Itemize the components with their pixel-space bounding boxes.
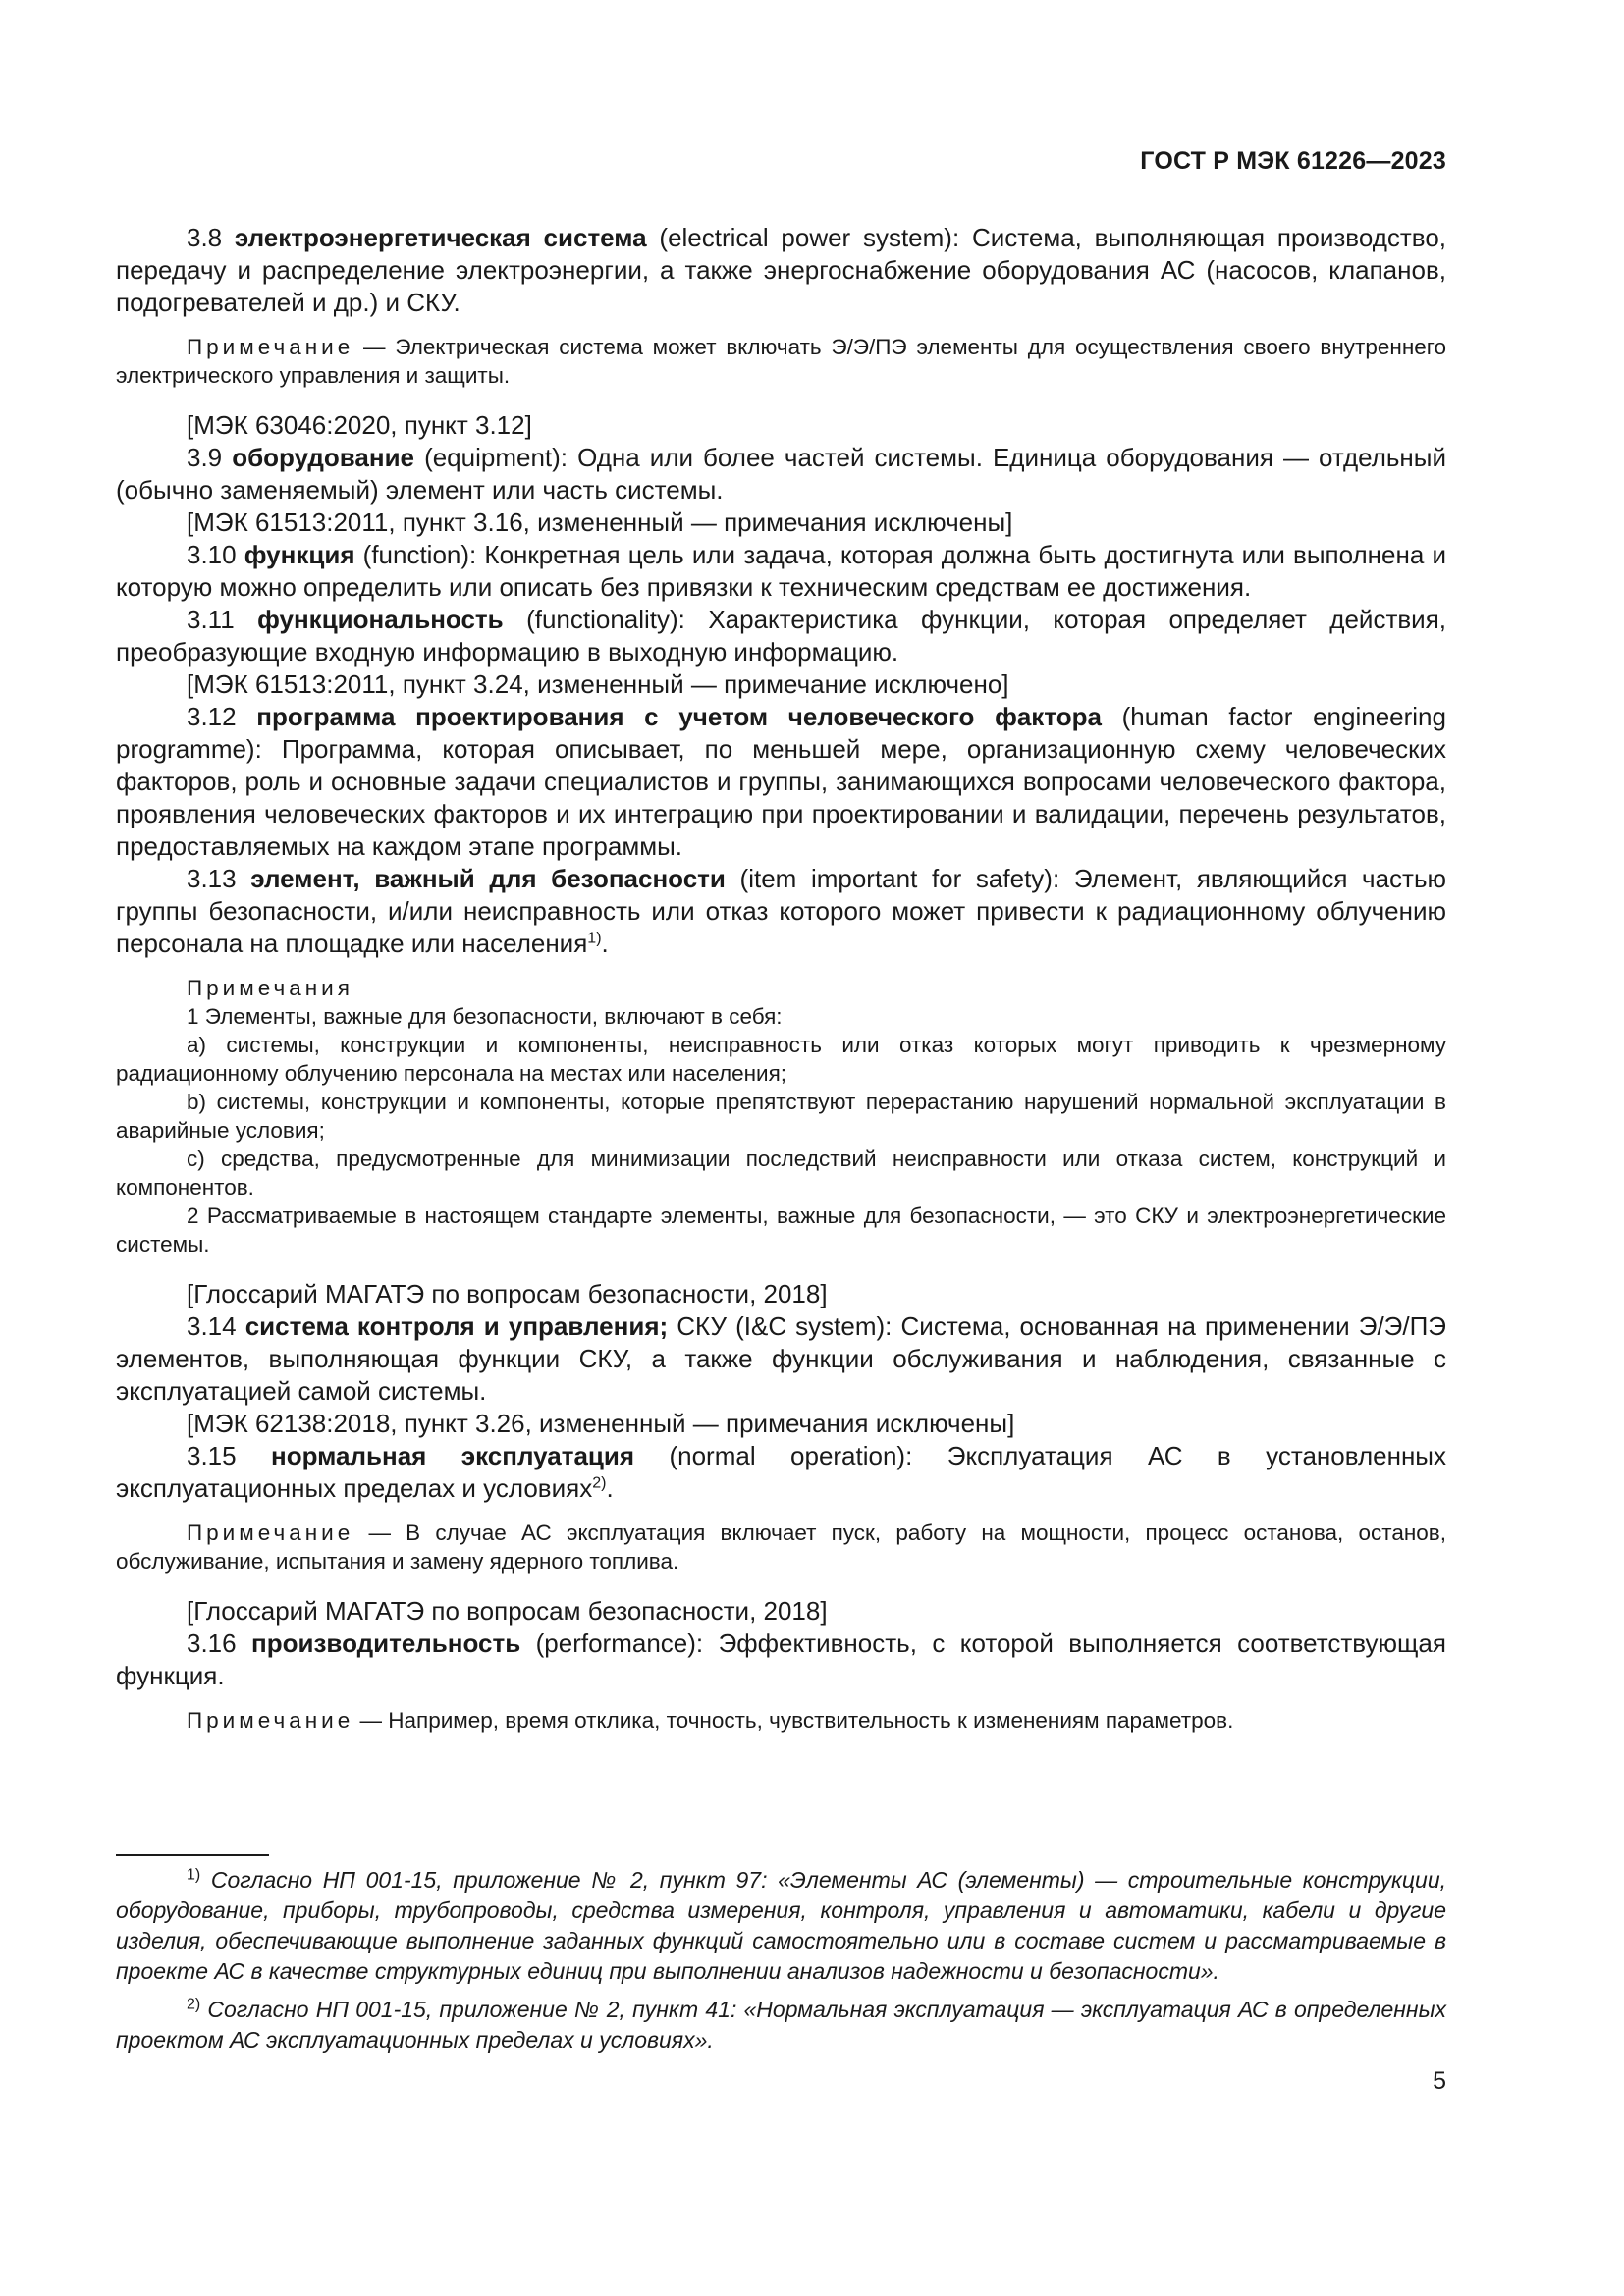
term-english: (item important for safety): (739, 864, 1060, 893)
footnote-1 (116, 1865, 1446, 1987)
term-english: (normal operation): (669, 1441, 913, 1470)
term-definition: Характеристика функции, которая определяет действия, преобразующие входную информацию в выходную информацию. (116, 605, 1446, 667)
term-number: 3.11 (187, 605, 235, 634)
term-name: элемент, важный для безопасности (250, 864, 726, 893)
term-definition: Элемент, являющийся частью группы безопасности, и/или неисправность или отказ которого может привести к радиационному облучению персонала на площадке или населения (116, 864, 1446, 958)
footnote-mark: 2) (187, 1996, 201, 2013)
footnote-2 (116, 1995, 1446, 2056)
term-english: (human factor engineering programme): (116, 702, 1446, 764)
footnote-ref: 2) (592, 1474, 607, 1492)
notes-label: Примечания (187, 976, 353, 1000)
note-item: a) системы, конструкции и компоненты, неисправность или отказ которых могут приводить к чрезмерному радиационному облучению персонала на местах или населения; (116, 1033, 1446, 1086)
term-name: производительность (251, 1629, 521, 1658)
term-number: 3.13 (187, 864, 237, 893)
term-definition: Эффективность, с которой выполняется соответствующая функция. (116, 1629, 1446, 1690)
footnote-ref: 1) (587, 930, 602, 947)
page-number: 5 (1433, 2067, 1446, 2095)
note-label: Примечание (187, 1708, 354, 1733)
note-item: 1 Элементы, важные для безопасности, включают в себя: (187, 1004, 783, 1029)
source-3-11: [МЭК 61513:2011, пункт 3.24, измененный — примечание исключено] (187, 669, 1009, 699)
note-3-8 (116, 333, 1446, 390)
term-english: (function): (362, 540, 477, 569)
note-item: 2 Рассматриваемые в настоящем стандарте элементы, важные для безопасности, — это СКУ и электроэнергетические системы. (116, 1203, 1446, 1256)
term-name: функция (244, 540, 355, 569)
source-3-14: [МЭК 62138:2018, пункт 3.26, измененный — примечания исключены] (187, 1409, 1015, 1438)
note-item: c) средства, предусмотренные для минимизации последствий неисправности или отказа систем, конструкций и компонентов. (116, 1147, 1446, 1200)
term-name: функциональность (257, 605, 504, 634)
note-3-15 (116, 1519, 1446, 1575)
term-number: 3.8 (187, 223, 223, 252)
term-3-10 (116, 539, 1446, 604)
term-number: 3.16 (187, 1629, 237, 1658)
source-3-9: [МЭК 61513:2011, пункт 3.16, измененный — примечания исключены] (187, 507, 1013, 537)
footnote-text: Согласно НП 001-15, приложение № 2, пункт 97: «Элементы АС (элементы) — строительные конструкции, оборудование, приборы, трубопроводы, средства измерения, контроля, управления и автоматики, кабели и другие изделия, обеспечивающие выполнение заданных функций самостоятельно или в составе систем и рассматриваемые в проекте АС в качестве структурных единиц при выполнении анализов надежности и безопасности». (116, 1867, 1447, 1984)
term-name: оборудование (232, 443, 415, 472)
note-label: Примечание (187, 335, 354, 359)
term-definition: Одна или более частей системы. Единица оборудования — отдельный (обычно заменяемый) элемент или часть системы. (116, 443, 1447, 505)
footnote-text: Согласно НП 001-15, приложение № 2, пункт 41: «Нормальная эксплуатация — эксплуатация АС в определенных проектом АС эксплуатационных пределах и условиях». (116, 1997, 1446, 2053)
term-name: нормальная эксплуатация (271, 1441, 635, 1470)
source-3-8: [МЭК 63046:2020, пункт 3.12] (187, 410, 532, 440)
term-definition: Программа, которая описывает, по меньшей мере, организационную схему человеческих факторов, роль и основные задачи специалистов и группы, занимающихся вопросами человеческого фактора, проявления человеческих факторов и их интеграцию при проектировании и валидации, перечень результатов, предоставляемых на каждом этапе программы. (116, 734, 1446, 861)
term-3-13 (116, 863, 1446, 960)
term-3-11 (116, 604, 1446, 668)
term-end: . (606, 1473, 614, 1503)
term-3-9 (116, 442, 1446, 507)
term-english: (performance): (535, 1629, 704, 1658)
note-label: Примечание (187, 1521, 354, 1545)
note-text: — В случае АС эксплуатация включает пуск, работу на мощности, процесс останова, останов, обслуживание, испытания и замену ядерного топлива. (116, 1521, 1446, 1574)
term-definition: Конкретная цель или задача, которая должна быть достигнута или выполнена и которую можно определить или описать без привязки к техническим средствам ее достижения. (116, 540, 1446, 602)
footnotes (116, 1865, 1446, 2056)
term-abbreviation: СКУ (677, 1311, 727, 1341)
term-number: 3.12 (187, 702, 237, 731)
term-name: программа проектирования с учетом человеческого фактора (256, 702, 1102, 731)
term-english: (I&C system): (735, 1311, 893, 1341)
term-end: . (601, 929, 609, 958)
term-definition: Эксплуатация АС в установленных эксплуатационных пределах и условиях (116, 1441, 1446, 1503)
term-english: (functionality): (526, 605, 685, 634)
source-3-15: [Глоссарий МАГАТЭ по вопросам безопасности, 2018] (187, 1596, 828, 1626)
term-definition: Система, выполняющая производство, передачу и распределение электроэнергии, а также энергоснабжение оборудования АС (насосов, клапанов, подогревателей и др.) и СКУ. (116, 223, 1446, 317)
term-number: 3.9 (187, 443, 223, 472)
term-3-8 (116, 222, 1446, 319)
notes-label-line (116, 974, 1446, 1002)
source-3-13: [Глоссарий МАГАТЭ по вопросам безопасности, 2018] (187, 1279, 828, 1308)
term-english: (electrical power system): (659, 223, 960, 252)
footnote-separator (116, 1854, 269, 1856)
note-text: — Электрическая система может включать Э/Э/ПЭ элементы для осуществления своего внутреннего электрического управления и защиты. (116, 335, 1446, 388)
term-english: (equipment): (424, 443, 568, 472)
document-header: ГОСТ Р МЭК 61226—2023 (1140, 147, 1446, 175)
term-number: 3.14 (187, 1311, 237, 1341)
term-3-16 (116, 1628, 1446, 1692)
term-name: система контроля и управления; (244, 1311, 669, 1341)
term-number: 3.15 (187, 1441, 237, 1470)
notes-3-13 (116, 974, 1446, 1258)
note-item: b) системы, конструкции и компоненты, которые препятствуют перерастанию нарушений нормальной эксплуатации в аварийные условия; (116, 1090, 1446, 1143)
note-text: — Например, время отклика, точность, чувствительность к изменениям параметров. (359, 1708, 1234, 1733)
note-3-16 (116, 1706, 1446, 1735)
term-definition: Система, основанная на применении Э/Э/ПЭ элементов, выполняющая функции СКУ, а также функции обслуживания и наблюдения, связанные с эксплуатацией самой системы. (116, 1311, 1446, 1406)
term-number: 3.10 (187, 540, 237, 569)
footnote-mark: 1) (187, 1866, 201, 1884)
term-3-15 (116, 1440, 1446, 1505)
document-body (116, 222, 1446, 1735)
term-3-12 (116, 701, 1446, 863)
term-3-14 (116, 1310, 1446, 1408)
term-name: электроэнергетическая система (234, 223, 647, 252)
